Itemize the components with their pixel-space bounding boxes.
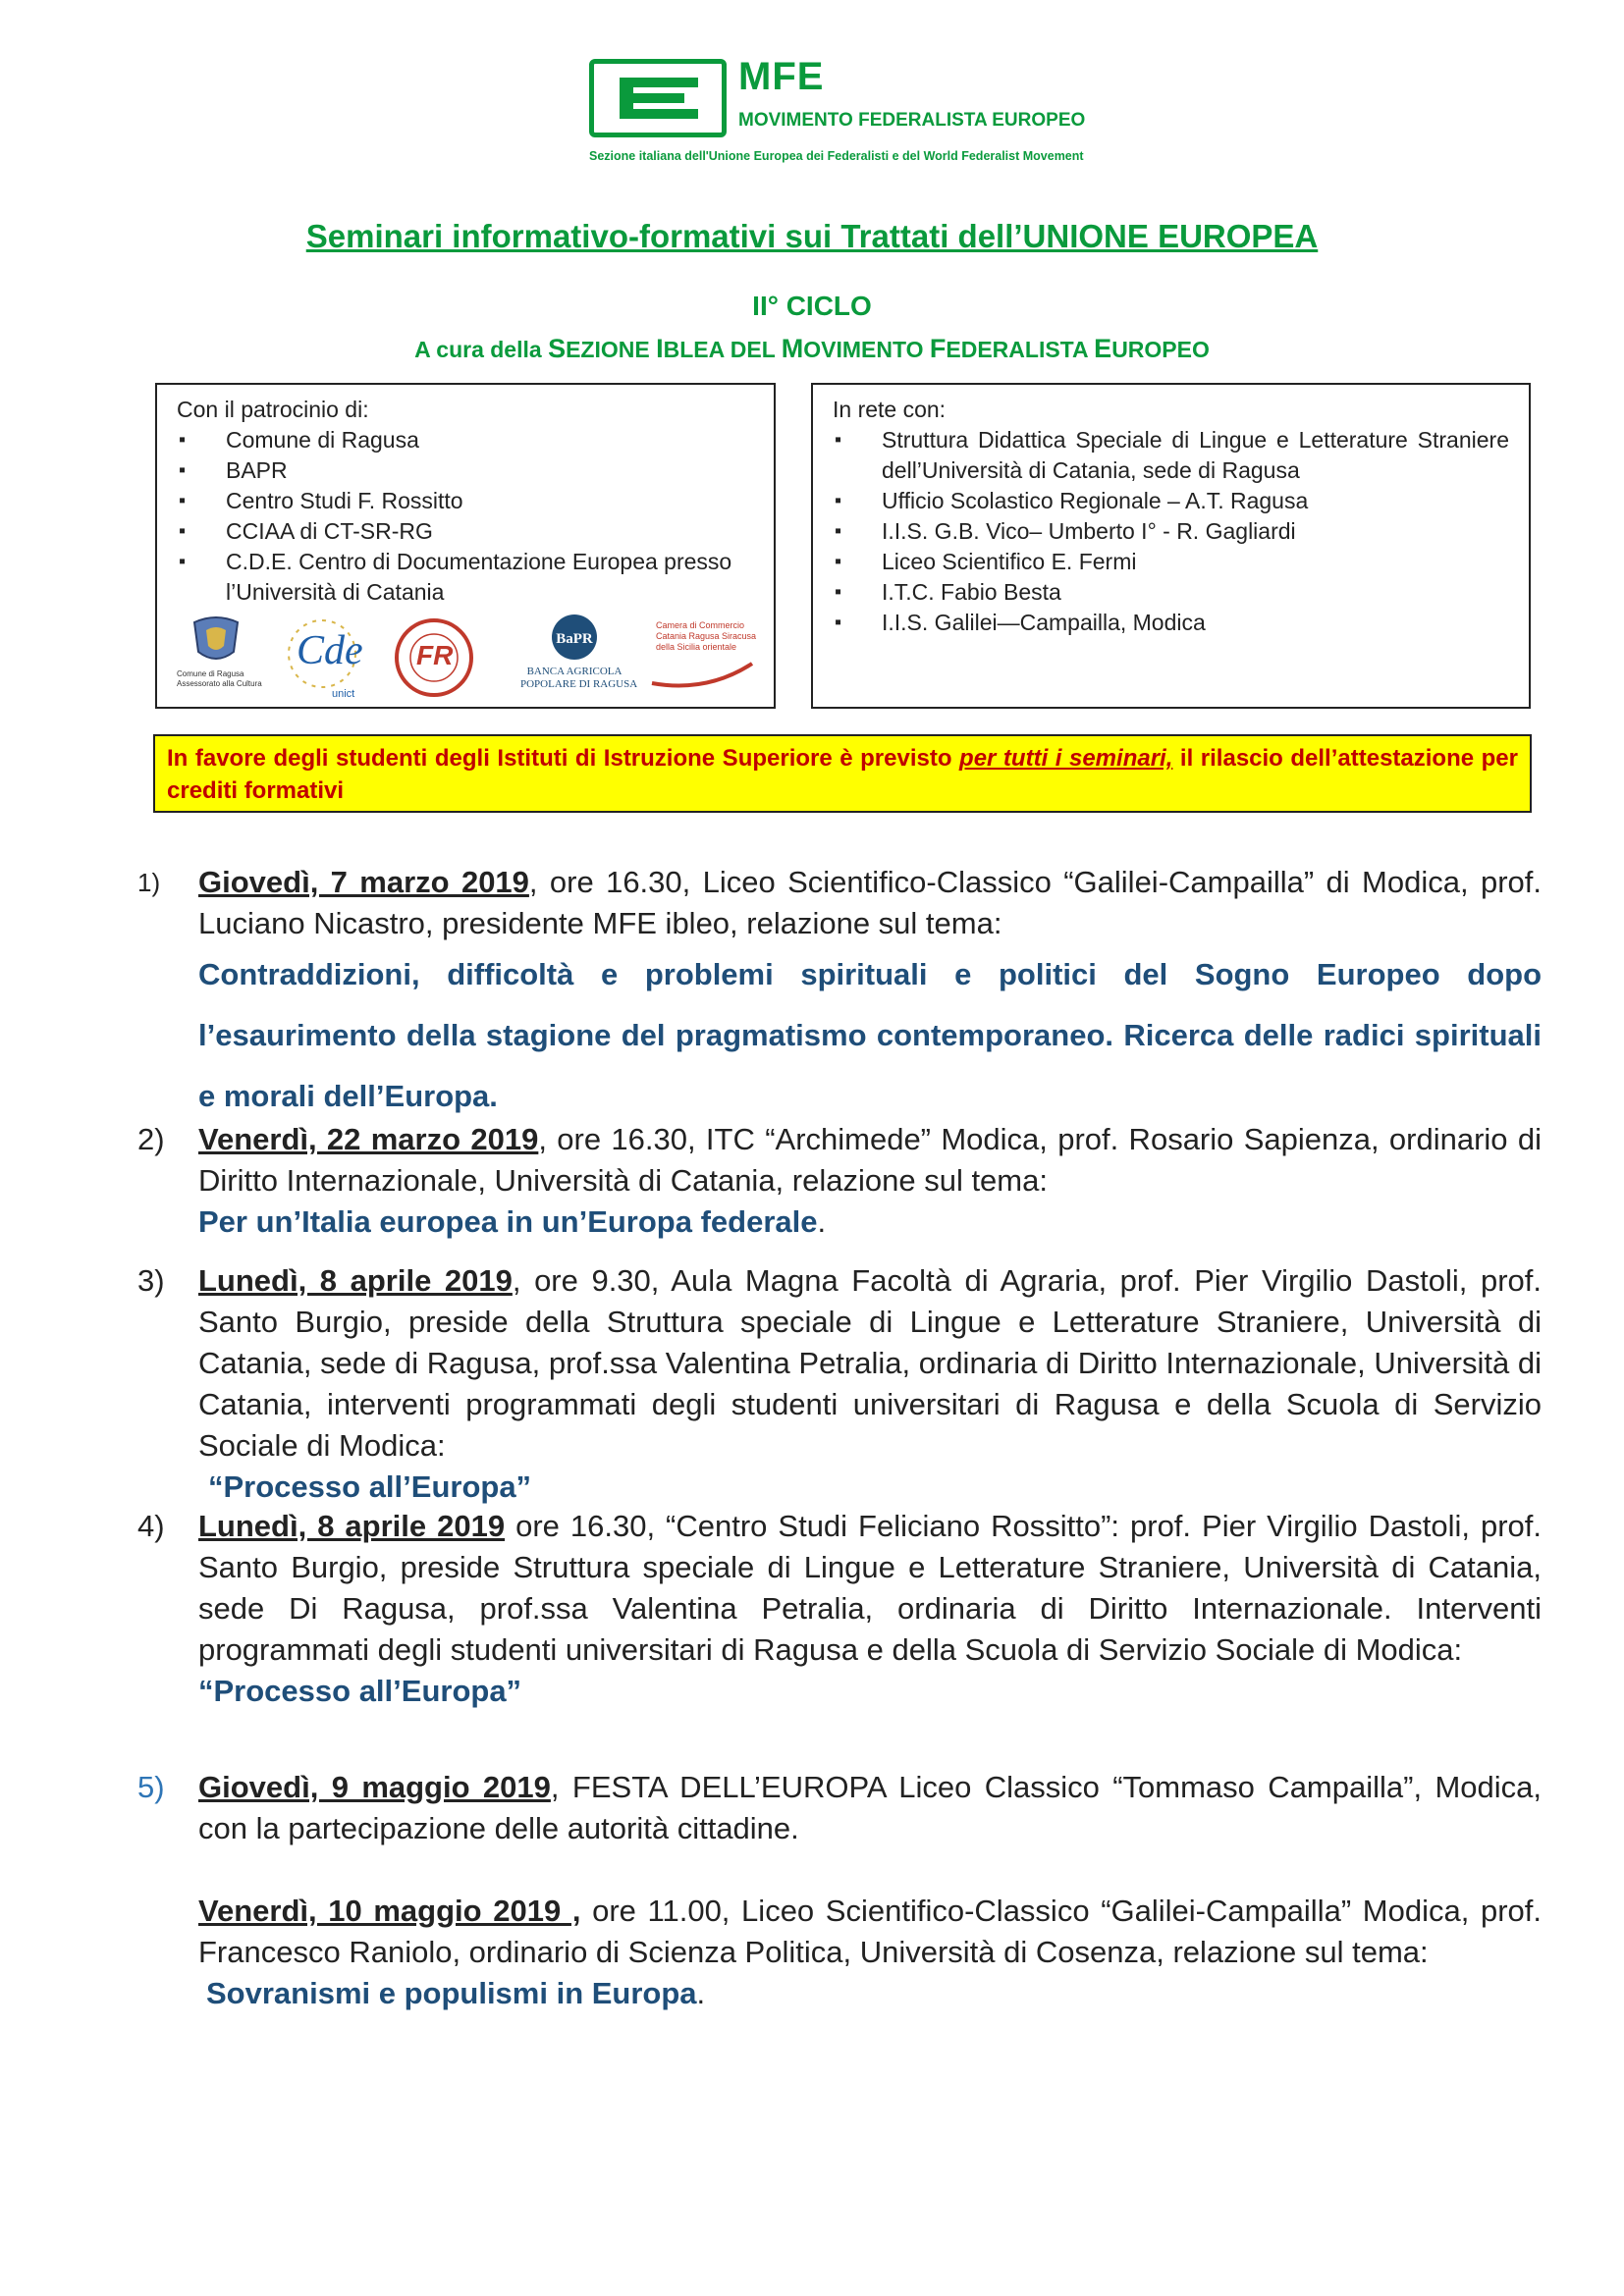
seminar-details: , ore 16.30, ITC “Archimede” Modica, prof. Rosario Sapienza, ordinario di Diritto Internazionale, Università di Catania, relazione sul tema:: [198, 1122, 1542, 1198]
seminar-details: ore 16.30, “Centro Studi Feliciano Rossitto”: prof. Pier Virgilio Dastoli, prof. Santo Burgio, preside Struttura speciale di Lingue e Letterature Straniere, Università di Catania, sede Di Ragusa, prof.ssa Valentina Petralia, ordinaria di Diritto Internazionale. Interventi programmati degli studenti universitari di Ragusa e della Scuola di Servizio Sociale di Modica:: [198, 1509, 1542, 1667]
cde-logo-text: Cde: [297, 628, 363, 673]
seminar-date: Giovedì, 7 marzo 2019: [198, 865, 529, 899]
notice-emphasis: per tutti i seminari,: [959, 745, 1173, 772]
seminar-details: , ore 16.30, Liceo Scientifico-Classico “Galilei-Campailla” di Modica, prof. Luciano Nicastro, presidente MFE ibleo, relazione sul tema:: [198, 865, 1542, 940]
comune-ragusa-logo: [177, 613, 262, 691]
network-list: [833, 425, 1509, 638]
bapr-logo-initials: BaPR: [556, 631, 593, 647]
seminar-details: , ore 9.30, Aula Magna Facoltà di Agraria, prof. Pier Virgilio Dastoli, prof. Santo Burgio, preside della Struttura speciale di Lingue e Letterature Straniere, Università di Catania, sede di Ragusa, prof.ssa Valentina Petralia, ordinaria di Diritto Internazionale, Università di Catania, interventi programmati degli studenti universitari di Ragusa e della Scuola di Servizio Sociale di Modica:: [198, 1263, 1542, 1463]
seminar-number: 4): [137, 1509, 165, 1543]
seminar-details-secondary: ore 11.00, Liceo Scientifico-Classico “Galilei-Campailla” Modica, prof. Francesco Raniolo, ordinario di Scienza Politica, Università di Cosenza, relazione sul tema:: [198, 1894, 1542, 1969]
curated-word: EDERALISTA: [946, 337, 1095, 362]
seminar-topic: “Processo all’Europa”: [198, 1674, 522, 1708]
seminar-details: , FESTA DELL’EUROPA Liceo Classico “Tommaso Campailla”, Modica, con la partecipazione delle autorità cittadine.: [198, 1770, 1543, 1845]
seminar-item-5: [137, 1767, 1542, 2014]
curated-word: UROPEO: [1111, 337, 1210, 362]
patronage-list: [177, 425, 754, 608]
rossitto-logo-text: FR: [416, 640, 454, 670]
logo-tagline: Sezione italiana dell'Unione Europea dei Federalisti e del World Federalist Movement: [589, 149, 1084, 163]
sponsor-logos: [157, 613, 757, 701]
seminar-item-1: [137, 862, 1542, 1127]
curated-word: OVIMENTO: [803, 337, 930, 362]
logo-org-short: MFE: [738, 55, 825, 98]
smallcap-i: I: [656, 334, 664, 363]
network-box: [811, 383, 1531, 709]
cde-logo: [275, 613, 373, 701]
seminar-item-4: [137, 1506, 1542, 1712]
smallcap-m: M: [781, 334, 804, 363]
camera-logo-text: Camera di Commercio: [656, 620, 745, 630]
seminar-item-2: [137, 1119, 1542, 1243]
seminar-date: Giovedì, 9 maggio 2019: [198, 1770, 551, 1804]
curated-by-line: [0, 334, 1624, 364]
seminar-topic: “Processo all’Europa”: [208, 1469, 532, 1504]
list-item: ▪ CCIAA di CT-SR-RG: [177, 516, 754, 547]
curated-word: BLEA DEL: [663, 337, 782, 362]
bapr-logo: [520, 613, 638, 701]
seminar-number: 2): [137, 1122, 165, 1156]
camera-logo-subtext: della Sicilia orientale: [656, 642, 737, 652]
comune-logo-subtext: Assessorato alla Cultura: [177, 679, 262, 688]
notice-text-end: il rilascio dell’attestazione per crediti formativi: [167, 745, 1518, 804]
rossitto-logo: [393, 616, 481, 699]
seminar-topic: Per un’Italia europea in un’Europa federale: [198, 1204, 818, 1239]
patronage-box: [155, 383, 776, 709]
list-item: ▪ Centro Studi F. Rossitto: [177, 486, 754, 516]
curated-word: EZIONE: [566, 337, 657, 362]
seminar-date: Venerdì, 22 marzo 2019: [198, 1122, 539, 1156]
smallcap-s: S: [548, 334, 567, 363]
notice-text: In favore degli studenti degli Istituti di Istruzione Superiore è previsto: [167, 745, 960, 772]
list-item: ▪ BAPR: [177, 455, 754, 486]
credits-notice: [153, 734, 1532, 813]
bapr-logo-text: BANCA AGRICOLA: [526, 666, 623, 677]
seminar-topic-end: .: [817, 1204, 827, 1239]
smallcap-f: F: [929, 334, 947, 363]
list-item: ▪ I.T.C. Fabio Besta: [833, 577, 1509, 608]
camera-logo-subtext: Catania Ragusa Siracusa: [656, 631, 757, 641]
page-title: Seminari informativo-formativi sui Trattati dell’UNIONE EUROPEA: [305, 218, 1319, 254]
seminar-date: Lunedì, 8 aprile 2019: [198, 1509, 506, 1543]
patronage-heading: Con il patrocinio di:: [177, 397, 369, 422]
seminar-date: Lunedì, 8 aprile 2019: [198, 1263, 513, 1298]
letter-e-icon: [616, 74, 702, 123]
cycle-heading: II° CICLO: [752, 291, 872, 321]
seminar-topic: Contraddizioni, difficoltà e problemi spirituali e politici del Sogno Europeo dopo l’esaurimento della stagione del pragmatismo contemporaneo. Ricerca delle radici spirituali e morali dell’Europa.: [198, 957, 1542, 1113]
list-item: ▪ Struttura Didattica Speciale di Lingue e Letterature Straniere dell’Università di Catania, sede di Ragusa: [833, 425, 1509, 486]
camera-commercio-logo: [648, 620, 756, 695]
list-item: ▪ Liceo Scientifico E. Fermi: [833, 547, 1509, 577]
list-item: ▪ Ufficio Scolastico Regionale – A.T. Ragusa: [833, 486, 1509, 516]
network-heading: In rete con:: [833, 397, 947, 422]
seminar-topic-end: .: [696, 1976, 706, 2010]
mfe-logo-mark: [589, 59, 727, 137]
coat-of-arms-icon: [187, 613, 245, 667]
seminar-number: 1): [137, 868, 161, 897]
cde-logo-subtext: unict: [332, 688, 355, 700]
seminar-topic: Sovranismi e populismi in Europa: [206, 1976, 697, 2010]
list-item: ▪ C.D.E. Centro di Documentazione Europea presso l’Università di Catania: [177, 547, 754, 608]
seminar-number: 5): [137, 1770, 165, 1804]
list-item: ▪ Comune di Ragusa: [177, 425, 754, 455]
seminar-number: 3): [137, 1263, 165, 1298]
comune-logo-text: Comune di Ragusa: [177, 669, 244, 678]
mfe-logo: [589, 55, 1100, 169]
logo-org-name: MOVIMENTO FEDERALISTA EUROPEO: [738, 110, 1086, 131]
bapr-logo-subtext: POPOLARE DI RAGUSA: [520, 678, 638, 690]
smallcap-e: E: [1094, 334, 1112, 363]
list-item: ▪ I.I.S. G.B. Vico– Umberto I° - R. Gagliardi: [833, 516, 1509, 547]
seminar-date-secondary: Venerdì, 10 maggio 2019 ,: [198, 1894, 581, 1928]
list-item: ▪ I.I.S. Galilei—Campailla, Modica: [833, 608, 1509, 638]
seminar-item-3: [137, 1260, 1542, 1508]
curated-prefix: A cura della: [414, 337, 549, 362]
